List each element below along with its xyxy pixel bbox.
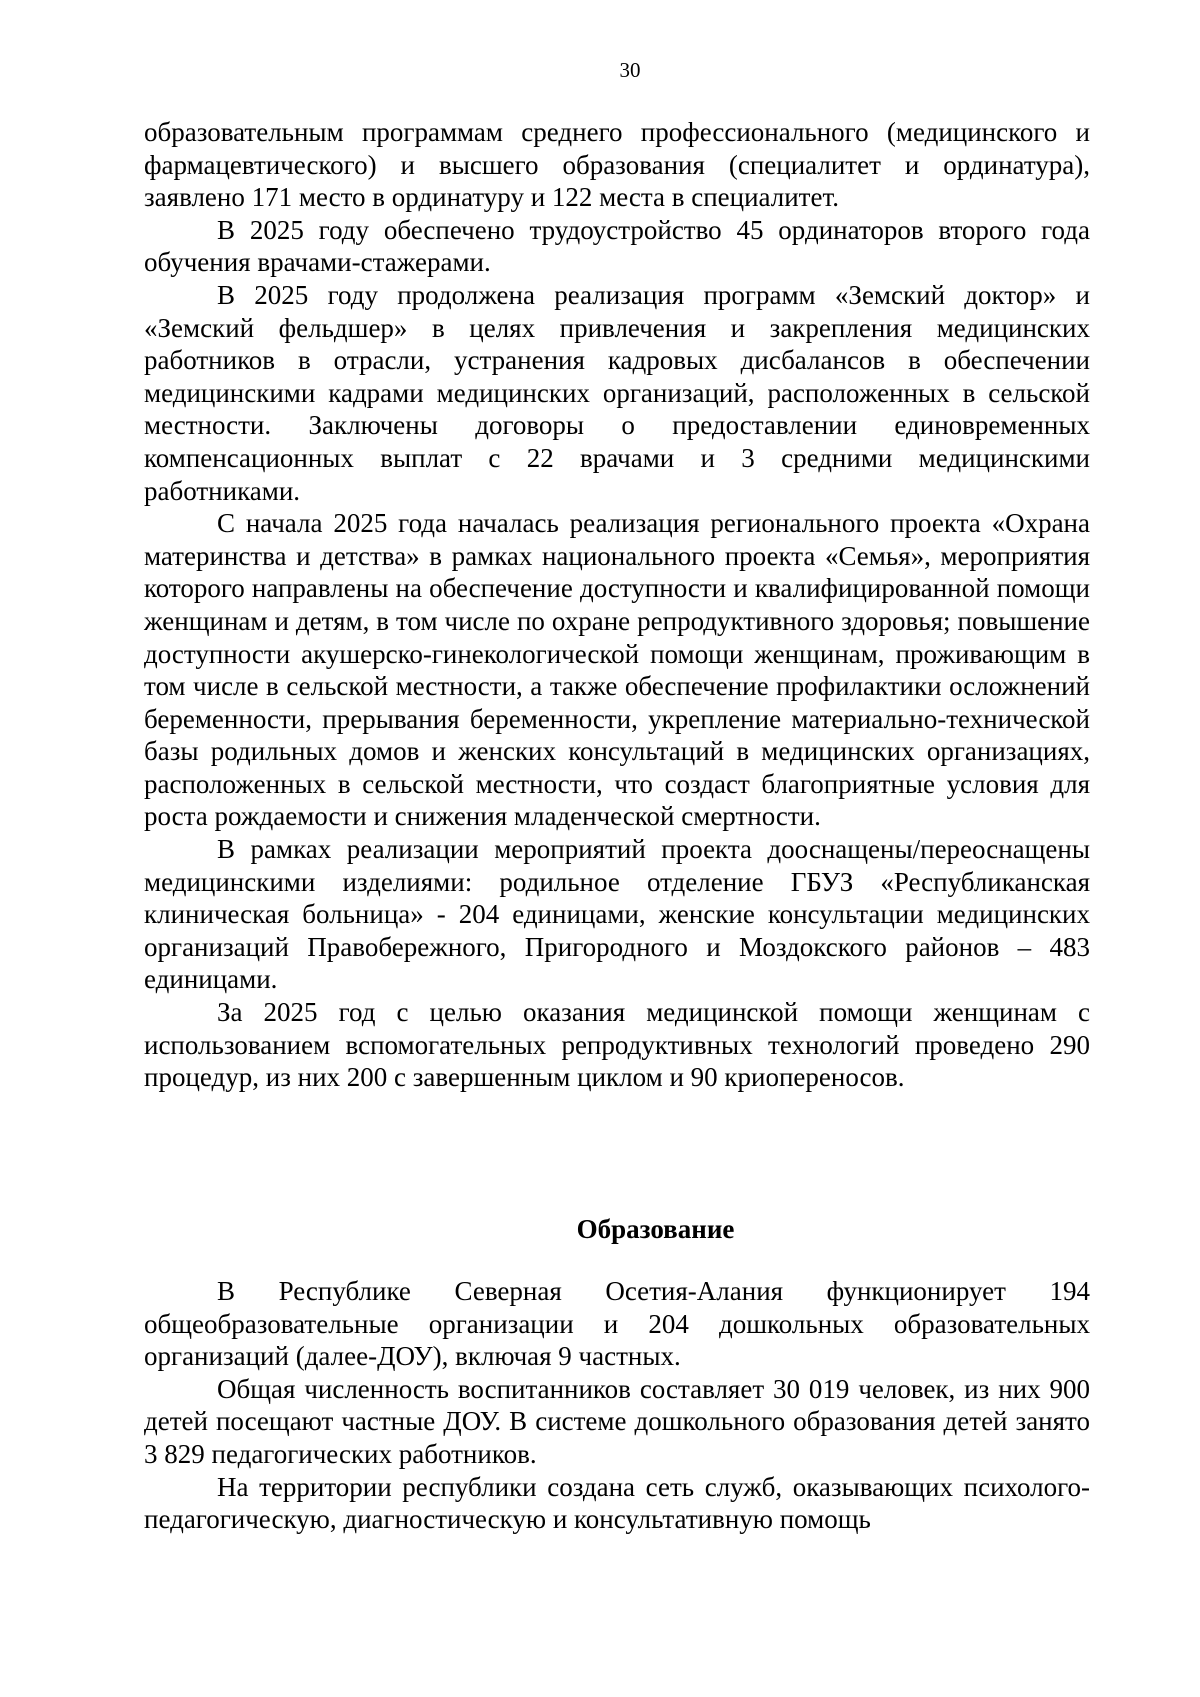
paragraph-support-services: На территории республики создана сеть служб, оказывающих психолого-педагогическую, диагностическую и консультативную помощь (144, 1471, 1090, 1535)
paragraph-medical-equipment: В рамках реализации мероприятий проекта дооснащены/переоснащены медицинскими изделиями: родильное отделение ГБУЗ «Республиканская клиническая больница» - 204 единицами, женские консультации медицинских организаций Правобережного, Пригородного и Моздокского районов – 483 единицами. (144, 834, 1090, 995)
paragraph-pupils-count: Общая численность воспитанников составляет 30 019 человек, из них 900 детей посещают частные ДОУ. В системе дошкольного образования детей занято 3 829 педагогических работников. (144, 1373, 1090, 1469)
section-heading-education: Образование (576, 1214, 735, 1244)
paragraph-reproductive-technologies: За 2025 год с целью оказания медицинской помощи женщинам с использованием вспомогательных репродуктивных технологий проведено 290 процедур, из них 200 с завершенным циклом и 90 криопереносов. (144, 997, 1090, 1093)
healthcare-text-block (144, 116, 1090, 1094)
paragraph-organizations-count: В Республике Северная Осетия-Алания функционирует 194 общеобразовательные организации и 204 дошкольных образовательных организаций (далее-ДОУ), включая 9 частных. (144, 1276, 1090, 1372)
paragraph-continuation: образовательным программам среднего профессионального (медицинского и фармацевтического) и высшего образования (специалитет и ординатура), заявлено 171 место в ординатуру и 122 места в специалитет. (144, 117, 1090, 213)
page-number: 30 (619, 58, 641, 82)
education-text-block (144, 1275, 1090, 1536)
paragraph-maternity-project: С начала 2025 года началась реализация регионального проекта «Охрана материнства и детства» в рамках национального проекта «Семья», мероприятия которого направлены на обеспечение доступности и квалифицированной помощи женщинам и детям, в том числе по охране репродуктивного здоровья; повышение доступности акушерско-гинекологической помощи женщинам, проживающим в том числе в сельской местности, а также обеспечение профилактики осложнений беременности, прерывания беременности, укрепление материально-технической базы родильных домов и женских консультаций в медицинских организациях, расположенных в сельской местности, что создаст благоприятные условия для роста рождаемости и снижения младенческой смертности. (144, 508, 1090, 832)
paragraph-residents-employment: В 2025 году обеспечено трудоустройство 45 ординаторов второго года обучения врачами-стажерами. (144, 214, 1090, 278)
paragraph-zemsky-programs: В 2025 году продолжена реализация программ «Земский доктор» и «Земский фельдшер» в целях привлечения и закрепления медицинских работников в отрасли, устранения кадровых дисбалансов в обеспечении медицинскими кадрами медицинских организаций, расположенных в сельской местности. Заключены договоры о предоставлении единовременных компенсационных выплат с 22 врачами и 3 средними медицинскими работниками. (144, 279, 1090, 506)
